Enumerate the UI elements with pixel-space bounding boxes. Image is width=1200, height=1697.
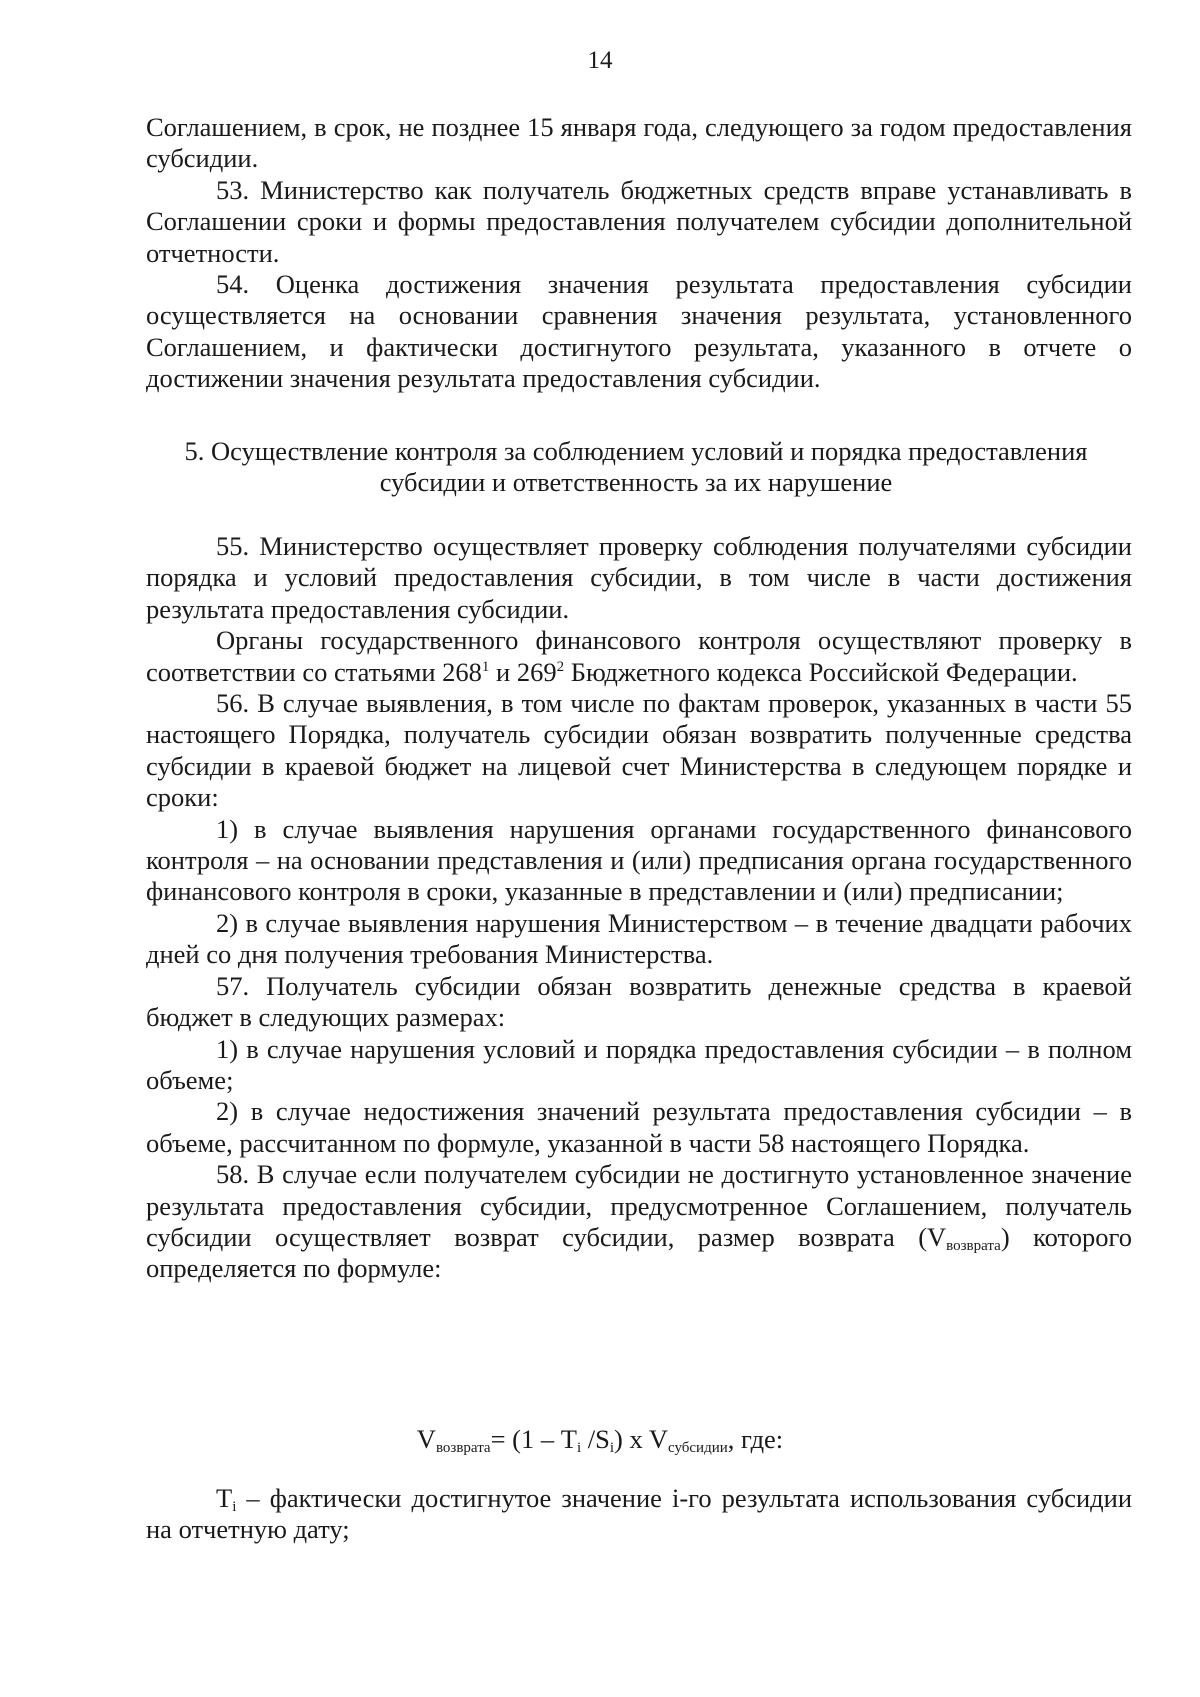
article-268-superscript: 1 [481, 658, 490, 675]
definition-t-text: – фактически достигнутое значение i-го результата использования субсидии на отчетную дату; [146, 1483, 1132, 1545]
paragraph-continuation: Соглашением, в срок, не позднее 15 января года, следующего за годом предоставления субсидии. [146, 112, 1132, 174]
section-heading-line-2: субсидии и ответственность за их нарушение [379, 467, 893, 498]
article-269-superscript: 2 [556, 658, 565, 675]
paragraph-control-organs [146, 625, 1132, 688]
formula-part-3: ) x V [614, 1424, 668, 1454]
definition-t-subscript: i [232, 1499, 237, 1515]
definition-block [146, 1483, 1132, 1546]
top-text-block [146, 112, 1132, 395]
paragraph-58-text-2: ) которого определяется по формуле: [146, 1221, 1132, 1284]
section-heading-line-1: 5. Осуществление контроля за соблюдением условий и порядка предоставления [184, 436, 1088, 466]
definition-t-symbol: T [216, 1483, 233, 1513]
main-text-block [146, 531, 1132, 1285]
refund-formula [0, 1423, 1200, 1455]
paragraph-54: 54. Оценка достижения значения результата предоставления субсидии осуществляется на основании сравнения значения результата, установленного Соглашением, и фактически достигнутого результата, указанного в отчете о достижении значения результата предоставления субсидии. [146, 269, 1132, 394]
paragraph-58 [146, 1159, 1132, 1285]
paragraph-56-item-2: 2) в случае выявления нарушения Министерством – в течение двадцати рабочих дней со дня получения требования Министерства. [146, 907, 1132, 970]
formula-part-4: , где: [727, 1424, 784, 1454]
control-organs-text-2: и 269 [489, 656, 557, 687]
page-number: 14 [587, 47, 613, 74]
paragraph-58-subscript: возврата [946, 1237, 1001, 1254]
formula-v: V [416, 1424, 436, 1454]
control-organs-text-1: Органы государственного финансового контроля осуществляют проверку в соответствии со статьями 268 [146, 625, 1132, 687]
paragraph-56: 56. В случае выявления, в том числе по фактам проверок, указанных в части 55 настоящего Порядка, получатель субсидии обязан возвратить полученные средства субсидии в краевой бюджет на лицевой счет Министерства в следующем порядке и сроки: [146, 688, 1132, 813]
paragraph-57: 57. Получатель субсидии обязан возвратить денежные средства в краевой бюджет в следующих размерах: [146, 970, 1132, 1033]
formula-s-subscript: i [609, 1440, 615, 1456]
paragraph-55: 55. Министерство осуществляет проверку соблюдения получателями субсидии порядка и условий предоставления субсидии, в том числе в части достижения результата предоставления субсидии. [146, 531, 1132, 624]
definition-t [146, 1483, 1132, 1546]
paragraph-57-item-2: 2) в случае недостижения значений результата предоставления субсидии – в объеме, рассчитанном по формуле, указанной в части 58 настоящего Порядка. [146, 1096, 1132, 1158]
paragraph-53: 53. Министерство как получатель бюджетных средств вправе устанавливать в Соглашении сроки и формы предоставления получателем субсидии дополнительной отчетности. [146, 174, 1132, 268]
paragraph-58-text-1: 58. В случае если получателем субсидии не достигнуто установленное значение результата предоставления субсидии, предусмотренное Соглашением, получатель субсидии осуществляет возврат субсидии, размер возврата (V [146, 1159, 1132, 1252]
formula-part-1: = (1 – T [490, 1424, 577, 1454]
formula-t-subscript: i [576, 1440, 582, 1456]
section-heading [140, 436, 1132, 499]
formula-v-subscript: возврата [435, 1440, 491, 1456]
control-organs-text-3: Бюджетного кодекса Российской Федерации. [564, 656, 1078, 687]
formula-vs-subscript: субсидии [668, 1440, 728, 1456]
paragraph-56-item-1: 1) в случае выявления нарушения органами государственного финансового контроля – на основании представления и (или) предписания органа государственного финансового контроля в сроки, указанные в представлении и (или) предписании; [146, 813, 1132, 907]
formula-part-2: /S [581, 1424, 610, 1454]
paragraph-57-item-1: 1) в случае нарушения условий и порядка предоставления субсидии – в полном объеме; [146, 1033, 1132, 1095]
